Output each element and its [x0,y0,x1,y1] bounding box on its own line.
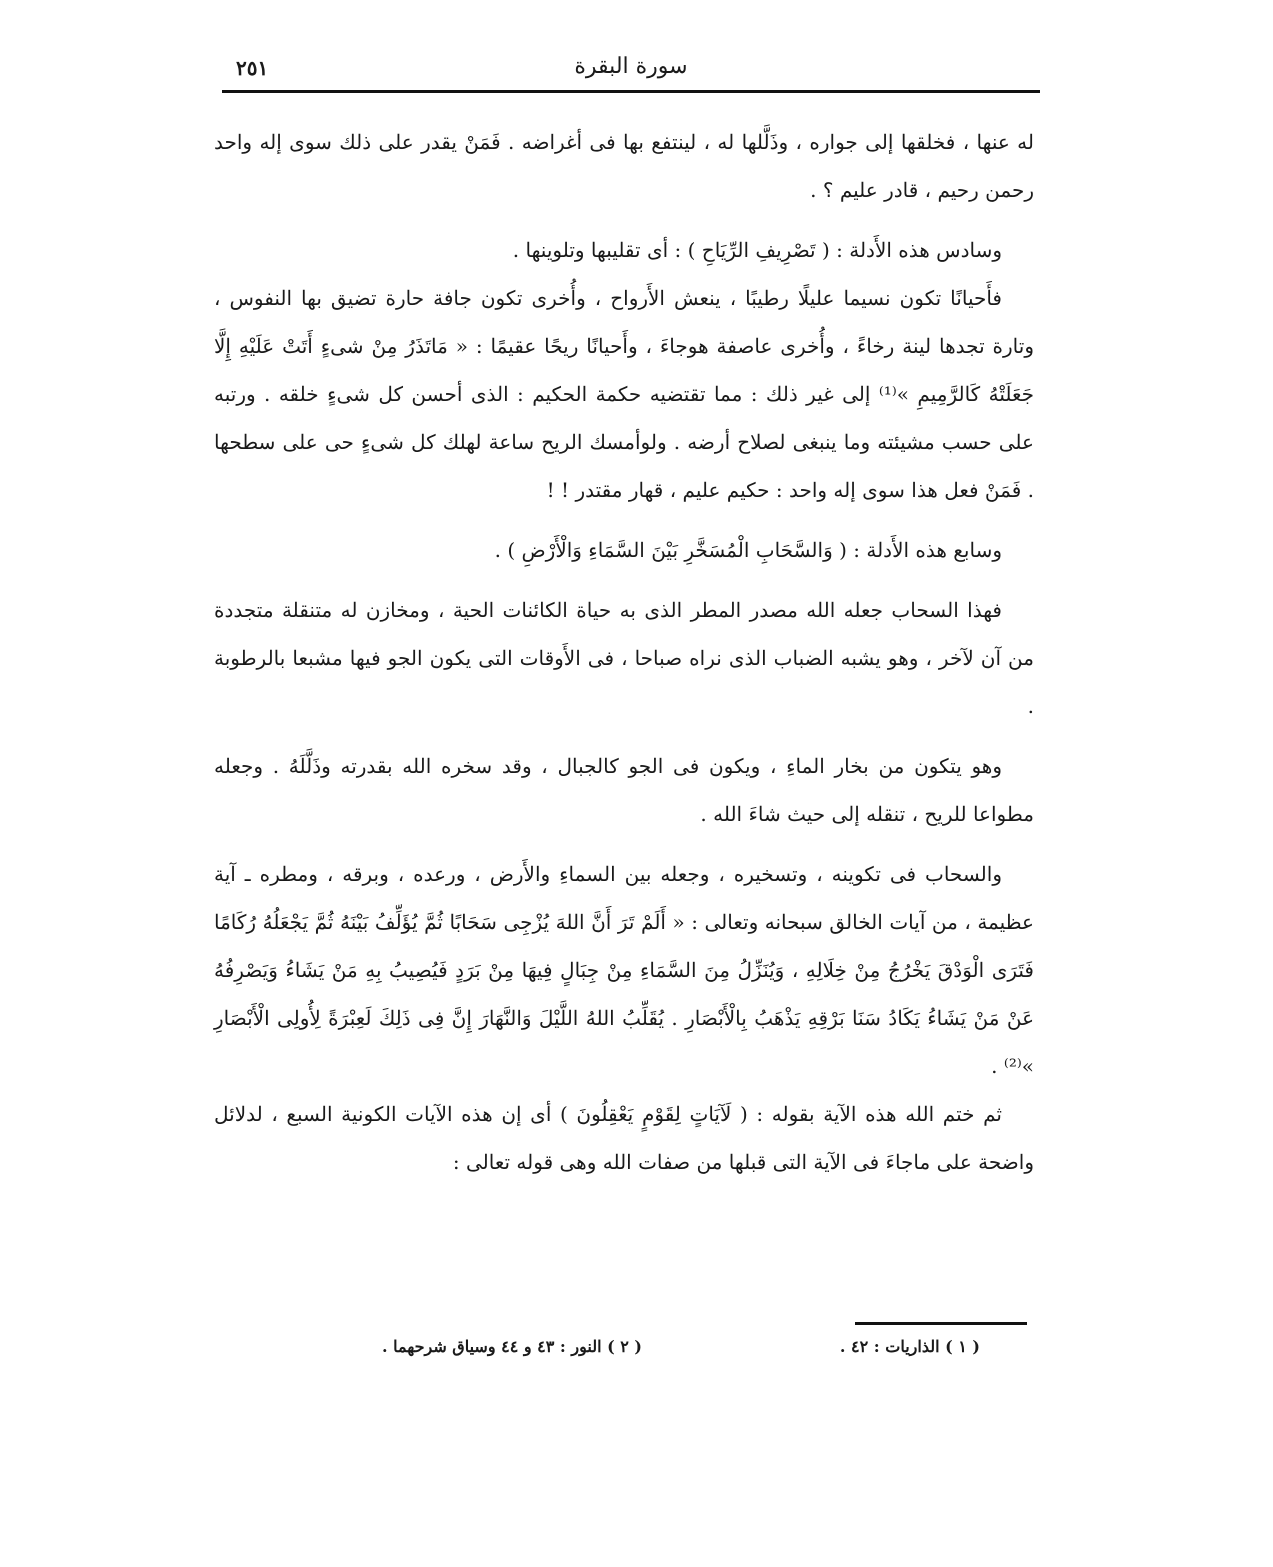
paragraph-7: والسحاب فى تكوينه ، وتسخيره ، وجعله بين السماءِ والأَرض ، ورعده ، وبرقه ، ومطره ـ آية عظيمة ، من آيات الخالق سبحانه وتعالى : « أَلَمْ تَرَ أَنَّ اللهَ يُزْجِى سَحَابًا ثُمَّ يُؤَلِّفُ بَيْنَهُ ثُمَّ يَجْعَلُهُ رُكَامًا فَتَرَى الْوَدْقَ يَخْرُجُ مِنْ خِلَالِهِ ، وَيُنَزِّلُ مِنَ السَّمَاءِ مِنْ جِبَالٍ فِيهَا مِنْ بَرَدٍ فَيُصِيبُ بِهِ مَنْ يَشَاءُ وَيَصْرِفُهُ عَنْ مَنْ يَشَاءُ يَكَادُ سَنَا بَرْقِهِ يَذْهَبُ بِالْأَبْصَارِ . يُقَلِّبُ اللهُ اللَّيْلَ وَالنَّهَارَ إِنَّ فِى ذَلِكَ لَعِبْرَةً لِأُولِى الْأَبْصَارِ »⁽²⁾ . [214,862,1034,1078]
footnote-1: ( ١ ) الذاريات : ٤٢ . [839,1337,980,1356]
paragraph-2: وسادس هذه الأَدلة : ( تَصْرِيفِ الرِّيَاحِ ) : أى تقليبها وتلوينها . [512,238,1002,262]
paragraph-1: له عنها ، فخلقها إلى جواره ، وذَلَّلها له ، لينتفع بها فى أغراضه . فَمَنْ يقدر على ذلك سوى إله واحد رحمن رحيم ، قادر عليم ؟ . [214,130,1034,202]
page-number: ٢٥١ [236,56,269,80]
paragraph-6: وهو يتكون من بخار الماءِ ، ويكون فى الجو كالجبال ، وقد سخره الله بقدرته وذَلَّلَهُ . وجعله مطواعا للريح ، تنقله إلى حيث شاءَ الله . [214,754,1034,826]
footnote-2: ( ٢ ) النور : ٤٣ و ٤٤ وسياق شرحهما . [381,1337,642,1356]
paragraph-8: ثم ختم الله هذه الآية بقوله : ( لَآيَاتٍ لِقَوْمٍ يَعْقِلُونَ ) أى إن هذه الآيات الكونية السبع ، لدلائل واضحة على ماجاءَ فى الآية التى قبلها من صفات الله وهى قوله تعالى : [214,1102,1034,1174]
footnotes [300,1335,980,1365]
paragraph-4: وسابع هذه الأَدلة : ( وَالسَّحَابِ الْمُسَخَّرِ بَيْنَ السَّمَاءِ وَالْأَرْضِ ) . [494,538,1002,562]
main-text [214,118,1034,1186]
surah-title: سورة البقرة [574,54,688,79]
page-header [222,52,1040,88]
header-divider [222,90,1040,93]
paragraph-3: فأَحيانًا تكون نسيما عليلًا رطيبًا ، ينعش الأَرواح ، وأُخرى تكون جافة حارة تضيق بها النفوس ، وتارة تجدها لينة رخاءً ، وأُخرى عاصفة هوجاءَ ، وأَحيانًا ريحًا عقيمًا : « مَاتَذَرُ مِنْ شىءٍ أَتَتْ عَلَيْهِ إِلَّا جَعَلَتْهُ كَالرَّمِيمِ »⁽¹⁾ إلى غير ذلك : مما تقتضيه حكمة الحكيم : الذى أحسن كل شىءٍ خلقه . ورتبه على حسب مشيئته وما ينبغى لصلاح أرضه . ولوأمسك الريح ساعة لهلك كل شىءٍ حى على سطحها . فَمَنْ فعل هذا سوى إله واحد : حكيم عليم ، قهار مقتدر ! ! [214,286,1034,502]
footnote-divider [855,1322,1027,1325]
paragraph-5: فهذا السحاب جعله الله مصدر المطر الذى به حياة الكائنات الحية ، ومخازن له متنقلة متجددة من آن لآخر ، وهو يشبه الضباب الذى نراه صباحا ، فى الأَوقات التى يكون الجو فيها مشبعا بالرطوبة . [214,598,1034,718]
